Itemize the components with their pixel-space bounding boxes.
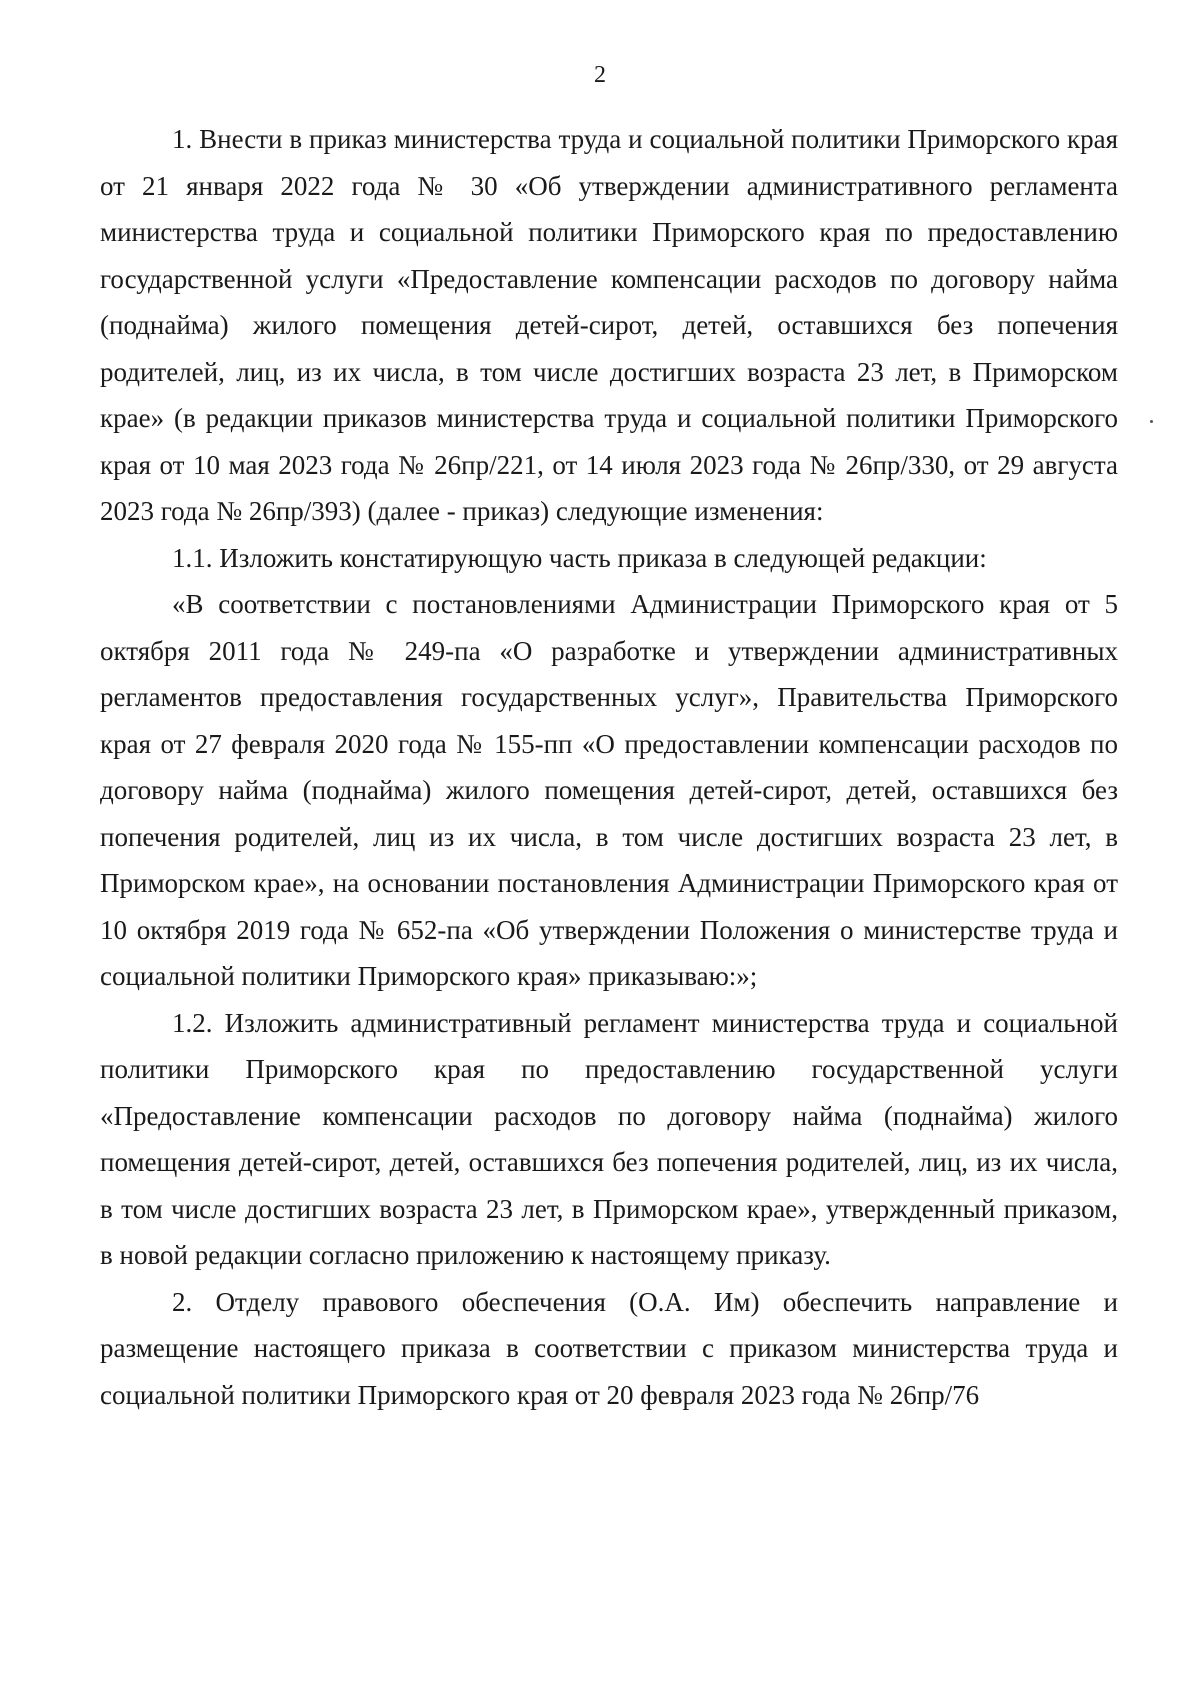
paragraph-1: 1. Внести в приказ министерства труда и социальной политики Приморского края от 21 января 2022 года № 30 «Об утверждении административного регламента министерства труда и социальной политики Приморского края по предоставлению государственной услуги «Предоставление компенсации расходов по договору найма (поднайма) жилого помещения детей-сирот, детей, оставшихся без попечения родителей, лиц, из их числа, в том числе достигших возраста 23 лет, в Приморском крае» (в редакции приказов министерства труда и социальной политики Приморского края от 10 мая 2023 года № 26пр/221, от 14 июля 2023 года № 26пр/330, от 29 августа 2023 года № 26пр/393) (далее - приказ) следующие изменения: xyxy=(100,124,1118,526)
paragraph-quoted-preamble: «В соответствии с постановлениями Администрации Приморского края от 5 октября 2011 года № 249-па «О разработке и утверждении административных регламентов предоставления государственных услуг», Правительства Приморского края от 27 февраля 2020 года № 155-пп «О предоставлении компенсации расходов по договору найма (поднайма) жилого помещения детей-сирот, детей, оставшихся без попечения родителей, лиц из их числа, в том числе достигших возраста 23 лет, в Приморском крае», на основании постановления Администрации Приморского края от 10 октября 2019 года № 652-па «Об утверждении Положения о министерстве труда и социальной политики Приморского края» приказываю:»; xyxy=(100,589,1118,991)
paragraph-2: 2. Отделу правового обеспечения (О.А. Им) обеспечить направление и размещение настоящего приказа в соответствии с приказом министерства труда и социальной политики Приморского края от 20 февраля 2023 года № 26пр/76 xyxy=(100,1286,1118,1410)
document-body xyxy=(100,116,1118,1418)
page-number: 2 xyxy=(594,62,606,88)
paragraph-1-1: 1.1. Изложить констатирующую часть приказа в следующей редакции: xyxy=(172,542,987,573)
paragraph-1-2: 1.2. Изложить административный регламент министерства труда и социальной политики Приморского края по предоставлению государственной услуги «Предоставление компенсации расходов по договору найма (поднайма) жилого помещения детей-сирот, детей, оставшихся без попечения родителей, лиц, из их числа, в том числе достигших возраста 23 лет, в Приморском крае», утвержденный приказом, в новой редакции согласно приложению к настоящему приказу. xyxy=(100,1007,1118,1270)
scan-speck xyxy=(1150,420,1153,423)
